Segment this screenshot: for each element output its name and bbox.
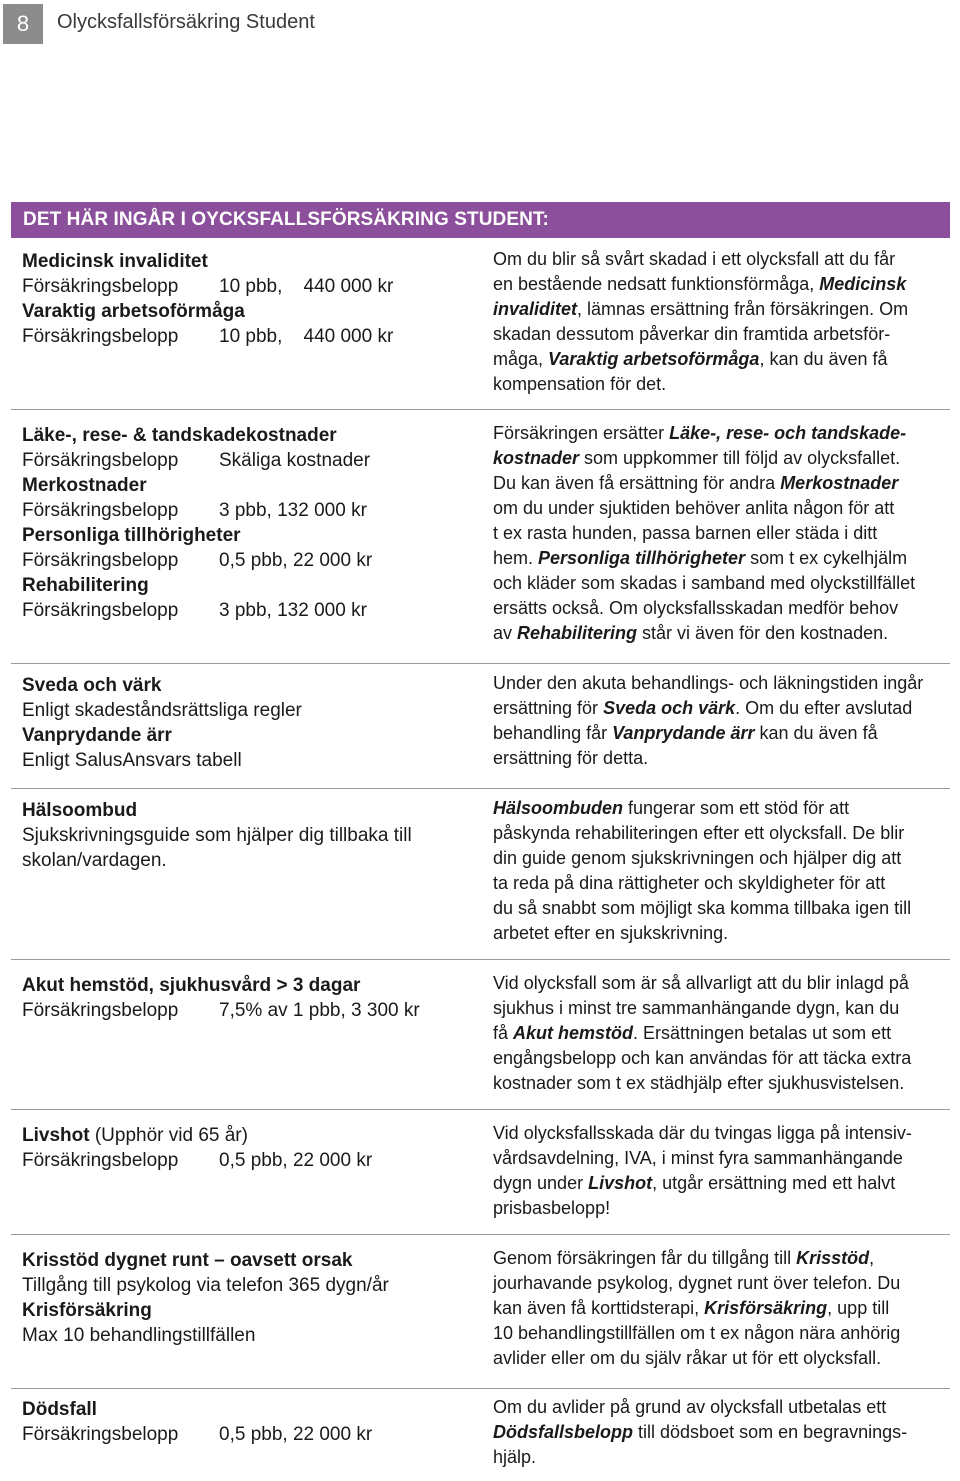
coverage-heading: Dödsfall bbox=[22, 1399, 97, 1420]
amount-label: Försäkringsbelopp bbox=[22, 550, 179, 571]
coverage-detail: Sjukskrivningsguide som hjälper dig tillbaka till bbox=[22, 825, 412, 846]
amount-line bbox=[22, 548, 472, 573]
amount-label: Försäkringsbelopp bbox=[22, 500, 179, 521]
amount-label: Försäkringsbelopp bbox=[22, 1000, 179, 1021]
amount-label: Försäkringsbelopp bbox=[22, 450, 179, 471]
coverage-row-krisstod bbox=[11, 1235, 950, 1389]
description-line: Försäkringen ersätter Läke-, rese- och tandskade- bbox=[493, 423, 907, 443]
description-line: ta reda på dina rättigheter och skyldigheter för att bbox=[493, 873, 886, 893]
description-line: Under den akuta behandlings- och läkningstiden ingår bbox=[493, 673, 924, 693]
coverage-description bbox=[493, 1121, 943, 1221]
amount-line bbox=[22, 1422, 472, 1447]
description-line: kan även få korttidsterapi, Krisförsäkring, upp till bbox=[493, 1298, 890, 1318]
description-line: du så snabbt som möjligt ska komma tillbaka igen till bbox=[493, 898, 912, 918]
description-line: dygn under Livshot, utgår ersättning med ett halvt bbox=[493, 1173, 896, 1193]
amount-line bbox=[22, 1148, 472, 1173]
amount-line bbox=[22, 598, 472, 623]
coverage-heading: Medicinsk invaliditet bbox=[22, 251, 208, 272]
coverage-heading: Krisförsäkring bbox=[22, 1300, 152, 1321]
coverage-heading: Hälsoombud bbox=[22, 800, 138, 821]
coverage-summary bbox=[22, 798, 472, 873]
coverage-row-sveda bbox=[11, 664, 950, 789]
coverage-detail: Enligt SalusAnsvars tabell bbox=[22, 750, 242, 771]
coverage-heading: Akut hemstöd, sjukhusvård > 3 dagar bbox=[22, 975, 361, 996]
description-line: en bestående nedsatt funktionsförmåga, Medicinsk bbox=[493, 274, 907, 294]
coverage-summary bbox=[22, 1123, 472, 1173]
coverage-heading: Merkostnader bbox=[22, 475, 147, 496]
amount-label: Försäkringsbelopp bbox=[22, 276, 179, 297]
description-line: jourhavande psykolog, dygnet runt över telefon. Du bbox=[493, 1273, 901, 1293]
amount-value: 10 pbb, 440 000 kr bbox=[219, 326, 394, 347]
description-line: om du under sjuktiden behöver anlita någon för att bbox=[493, 498, 895, 518]
coverage-description bbox=[493, 971, 943, 1096]
description-line: ersätts också. Om olycksfallsskadan medför behov bbox=[493, 598, 899, 618]
coverage-row-invaliditet bbox=[11, 238, 950, 410]
coverage-row-dodsfall bbox=[11, 1389, 950, 1477]
coverage-description bbox=[493, 247, 943, 397]
description-line: av Rehabilitering står vi även för den kostnaden. bbox=[493, 623, 889, 643]
description-line: Vid olycksfall som är så allvarligt att du blir inlagd på bbox=[493, 973, 909, 993]
coverage-heading: Livshot (Upphör vid 65 år) bbox=[22, 1125, 248, 1146]
amount-line bbox=[22, 324, 472, 349]
coverage-description bbox=[493, 671, 943, 771]
coverage-summary bbox=[22, 973, 472, 1023]
coverage-detail: Max 10 behandlingstillfällen bbox=[22, 1325, 256, 1346]
coverage-row-livshot bbox=[11, 1110, 950, 1235]
description-line: Genom försäkringen får du tillgång till Krisstöd, bbox=[493, 1248, 875, 1268]
amount-value: 3 pbb, 132 000 kr bbox=[219, 600, 367, 621]
coverage-heading: Krisstöd dygnet runt – oavsett orsak bbox=[22, 1250, 353, 1271]
coverage-summary bbox=[22, 673, 472, 773]
description-line: Hälsoombuden fungerar som ett stöd för att bbox=[493, 798, 850, 818]
coverage-heading: Läke-, rese- & tandskadekostnader bbox=[22, 425, 337, 446]
description-line: arbetet efter en sjukskrivning. bbox=[493, 923, 729, 943]
coverage-summary bbox=[22, 249, 472, 349]
description-line: engångsbelopp och kan användas för att täcka extra bbox=[493, 1048, 912, 1068]
description-line: prisbasbelopp! bbox=[493, 1198, 611, 1218]
coverage-heading: Sveda och värk bbox=[22, 675, 162, 696]
coverage-row-kostnader bbox=[11, 410, 950, 664]
coverage-summary bbox=[22, 1248, 472, 1348]
description-line: 10 behandlingstillfällen om t ex någon nära anhörig bbox=[493, 1323, 901, 1343]
amount-value: 3 pbb, 132 000 kr bbox=[219, 500, 367, 521]
description-line: din guide genom sjukskrivningen och hjälper dig att bbox=[493, 848, 902, 868]
coverage-detail: Tillgång till psykolog via telefon 365 dygn/år bbox=[22, 1275, 389, 1296]
description-line: sjukhus i minst tre sammanhängande dygn, kan du bbox=[493, 998, 900, 1018]
amount-value: Skäliga kostnader bbox=[219, 450, 371, 471]
amount-value: 0,5 pbb, 22 000 kr bbox=[219, 1424, 373, 1445]
amount-value: 0,5 pbb, 22 000 kr bbox=[219, 550, 373, 571]
coverage-description bbox=[493, 1395, 943, 1470]
description-line: Om du blir så svårt skadad i ett olycksfall att du får bbox=[493, 249, 896, 269]
description-line: invaliditet, lämnas ersättning från försäkringen. Om bbox=[493, 299, 909, 319]
coverage-heading: Rehabilitering bbox=[22, 575, 149, 596]
description-line: ersättning för detta. bbox=[493, 748, 649, 768]
description-line: Vid olycksfallsskada där du tvingas ligga på intensiv- bbox=[493, 1123, 912, 1143]
description-line: Dödsfallsbelopp till dödsboet som en begravnings- bbox=[493, 1422, 908, 1442]
description-line: Du kan även få ersättning för andra Merkostnader bbox=[493, 473, 899, 493]
amount-value: 7,5% av 1 pbb, 3 300 kr bbox=[219, 1000, 420, 1021]
coverage-description bbox=[493, 796, 943, 946]
amount-label: Försäkringsbelopp bbox=[22, 600, 179, 621]
amount-line bbox=[22, 998, 472, 1023]
description-line: avlider eller om du själv råkar ut för ett olycksfall. bbox=[493, 1348, 882, 1368]
description-line: få Akut hemstöd. Ersättningen betalas ut som ett bbox=[493, 1023, 892, 1043]
coverage-heading: Vanprydande ärr bbox=[22, 725, 172, 746]
page-number: 8 bbox=[3, 4, 43, 44]
amount-label: Försäkringsbelopp bbox=[22, 1424, 179, 1445]
amount-line bbox=[22, 274, 472, 299]
description-line: vårdsavdelning, IVA, i minst fyra sammanhängande bbox=[493, 1148, 903, 1168]
description-line: och kläder som skadas i samband med olyckstillfället bbox=[493, 573, 916, 593]
description-line: kompensation för det. bbox=[493, 374, 667, 394]
coverage-description bbox=[493, 421, 943, 646]
coverage-heading: Personliga tillhörigheter bbox=[22, 525, 241, 546]
description-line: kostnader som t ex städhjälp efter sjukhusvistelsen. bbox=[493, 1073, 905, 1093]
description-line: Om du avlider på grund av olycksfall utbetalas ett bbox=[493, 1397, 887, 1417]
coverage-row-halsoombud bbox=[11, 789, 950, 960]
description-line: hem. Personliga tillhörigheter som t ex cykelhjälm bbox=[493, 548, 908, 568]
document-title: Olycksfallsförsäkring Student bbox=[57, 11, 315, 33]
description-line: hjälp. bbox=[493, 1447, 537, 1467]
amount-line bbox=[22, 498, 472, 523]
coverage-description bbox=[493, 1246, 943, 1371]
amount-label: Försäkringsbelopp bbox=[22, 1150, 179, 1171]
description-line: måga, Varaktig arbetsoförmåga, kan du även få bbox=[493, 349, 888, 369]
description-line: skadan dessutom påverkar din framtida arbetsför- bbox=[493, 324, 891, 344]
description-line: ersättning för Sveda och värk. Om du efter avslutad bbox=[493, 698, 913, 718]
description-line: behandling får Vanprydande ärr kan du även få bbox=[493, 723, 878, 743]
amount-line bbox=[22, 448, 472, 473]
amount-value: 0,5 pbb, 22 000 kr bbox=[219, 1150, 373, 1171]
coverage-summary bbox=[22, 423, 472, 623]
amount-value: 10 pbb, 440 000 kr bbox=[219, 276, 394, 297]
section-banner: DET HÄR INGÅR I OYCKSFALLSFÖRSÄKRING STUDENT: bbox=[11, 202, 950, 238]
coverage-detail: skolan/vardagen. bbox=[22, 850, 167, 871]
coverage-heading: Varaktig arbetsoförmåga bbox=[22, 301, 245, 322]
coverage-detail: Enligt skadeståndsrättsliga regler bbox=[22, 700, 302, 721]
description-line: t ex rasta hunden, passa barnen eller städa i ditt bbox=[493, 523, 878, 543]
coverage-row-hemstod bbox=[11, 960, 950, 1110]
description-line: kostnader som uppkommer till följd av olycksfallet. bbox=[493, 448, 901, 468]
coverage-summary bbox=[22, 1397, 472, 1447]
amount-label: Försäkringsbelopp bbox=[22, 326, 179, 347]
description-line: påskynda rehabiliteringen efter ett olycksfall. De blir bbox=[493, 823, 905, 843]
